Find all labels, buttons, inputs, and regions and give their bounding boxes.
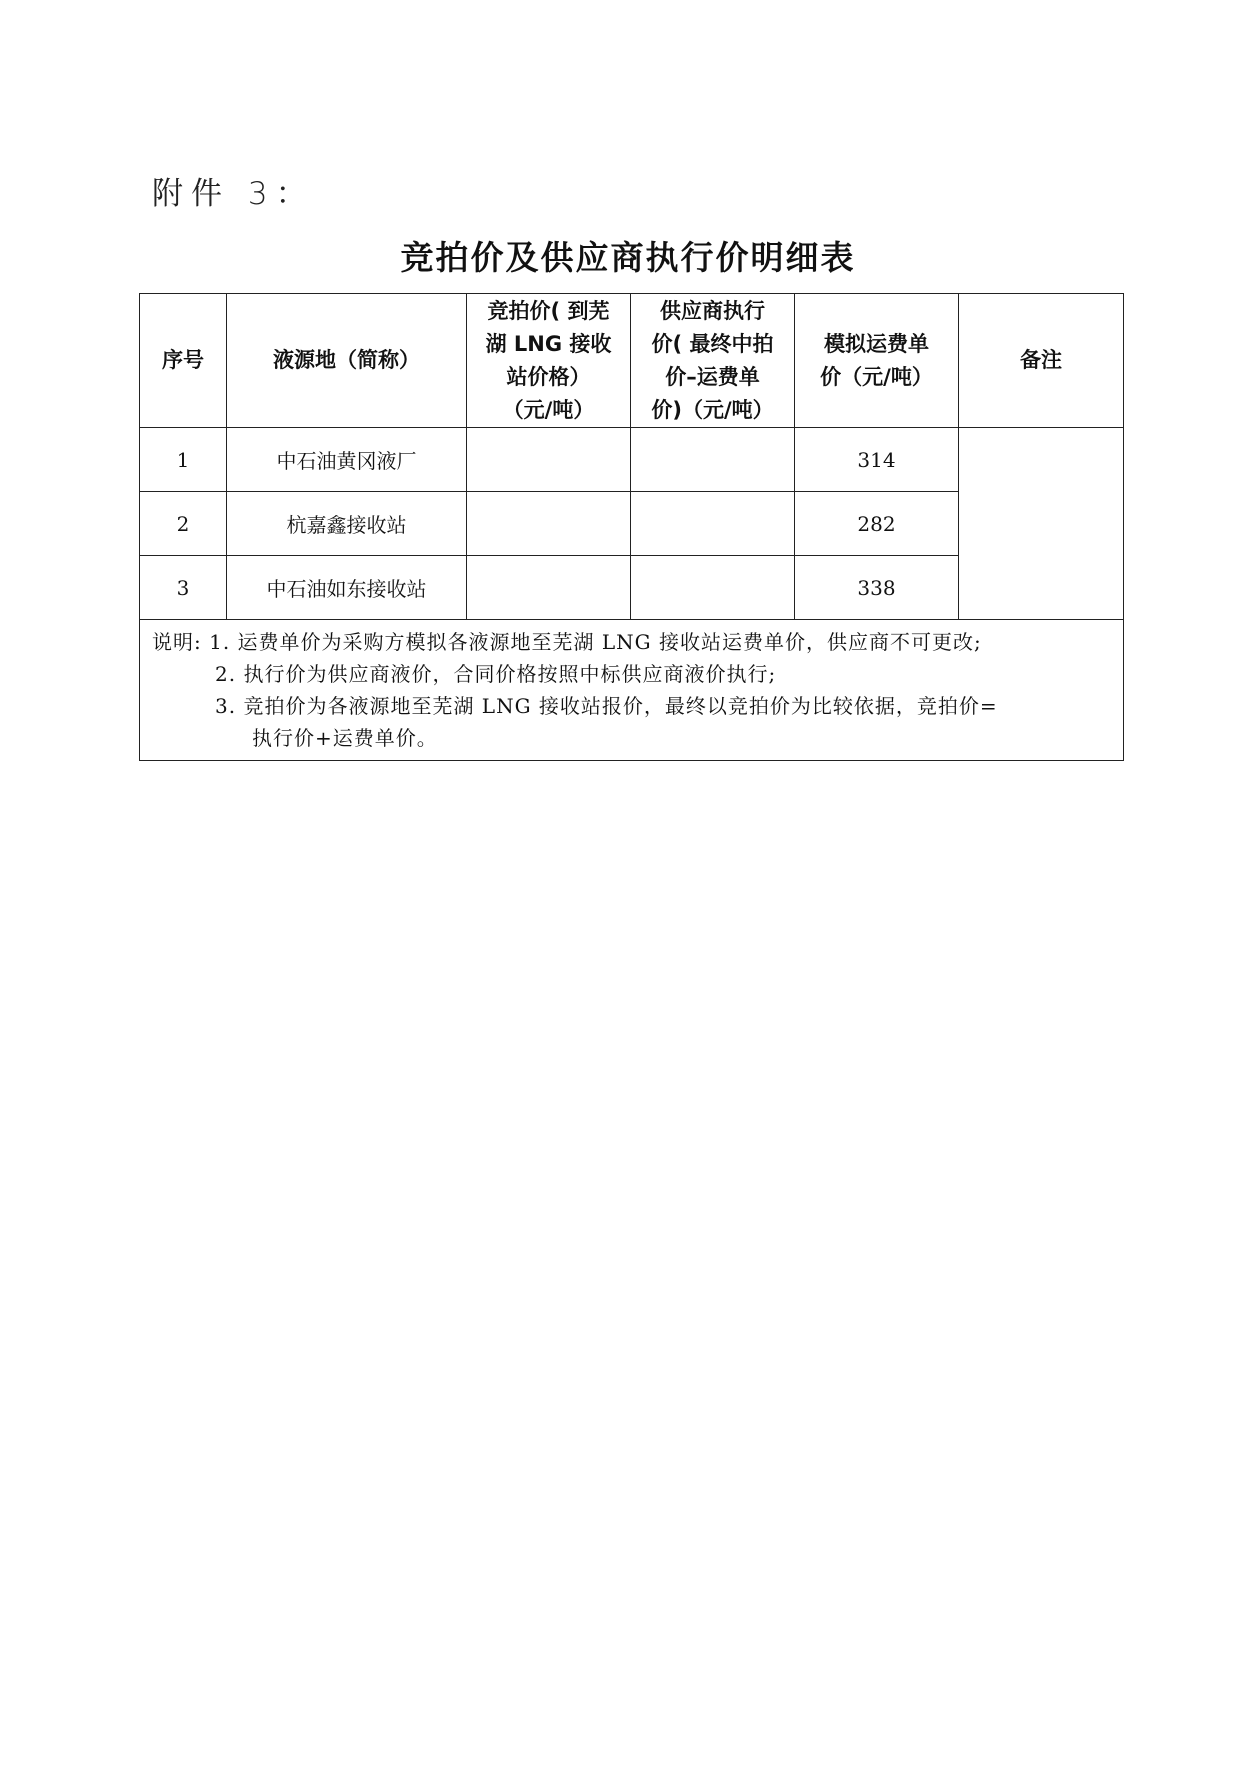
notes-cell xyxy=(140,620,1124,761)
header-exec-price-line4: 价)（元/吨） xyxy=(651,397,774,422)
header-seq: 序号 xyxy=(140,294,227,428)
header-bid-price-line4: （元/吨） xyxy=(502,397,595,422)
table-row xyxy=(140,428,1124,492)
header-exec-price xyxy=(631,294,795,428)
cell-bid-price xyxy=(467,428,631,492)
table-header-row xyxy=(140,294,1124,428)
cell-seq: 2 xyxy=(140,492,227,556)
cell-bid-price xyxy=(467,492,631,556)
note-line-1: 说明: 1. 运费单价为采购方模拟各液源地至芜湖 LNG 接收站运费单价，供应商不可更改; xyxy=(152,630,982,654)
header-bid-price-line3: 站价格） xyxy=(506,364,591,389)
header-freight-line1: 模拟运费单 xyxy=(824,331,929,356)
cell-seq: 1 xyxy=(140,428,227,492)
header-exec-price-line1: 供应商执行 xyxy=(660,298,765,323)
document-title: 竞拍价及供应商执行价明细表 xyxy=(400,238,856,277)
header-bid-price-line2: 湖 LNG 接收 xyxy=(485,331,612,356)
cell-source: 杭嘉鑫接收站 xyxy=(227,492,467,556)
cell-source: 中石油黄冈液厂 xyxy=(227,428,467,492)
cell-freight: 338 xyxy=(795,556,959,620)
note-line-2: 2. 执行价为供应商液价，合同价格按照中标供应商液价执行; xyxy=(215,662,777,686)
cell-remarks xyxy=(959,428,1124,620)
notes-row xyxy=(140,620,1124,761)
header-bid-price-line1: 竞拍价( 到芜 xyxy=(487,298,610,323)
cell-freight: 282 xyxy=(795,492,959,556)
header-freight-line2: 价（元/吨） xyxy=(820,364,933,389)
attachment-label: 附件 3： xyxy=(152,176,315,212)
note-line-4: 执行价+运费单价。 xyxy=(252,726,438,750)
cell-bid-price xyxy=(467,556,631,620)
header-exec-price-line2: 价( 最终中拍 xyxy=(651,331,774,356)
price-detail-table xyxy=(139,293,1124,761)
cell-freight: 314 xyxy=(795,428,959,492)
header-remarks: 备注 xyxy=(959,294,1124,428)
header-source: 液源地（简称） xyxy=(227,294,467,428)
header-freight xyxy=(795,294,959,428)
header-exec-price-line3: 价–运费单 xyxy=(665,364,760,389)
cell-source: 中石油如东接收站 xyxy=(227,556,467,620)
header-bid-price xyxy=(467,294,631,428)
cell-exec-price xyxy=(631,492,795,556)
cell-exec-price xyxy=(631,428,795,492)
cell-exec-price xyxy=(631,556,795,620)
cell-seq: 3 xyxy=(140,556,227,620)
note-line-3: 3. 竞拍价为各液源地至芜湖 LNG 接收站报价，最终以竞拍价为比较依据，竞拍价= xyxy=(215,694,998,718)
